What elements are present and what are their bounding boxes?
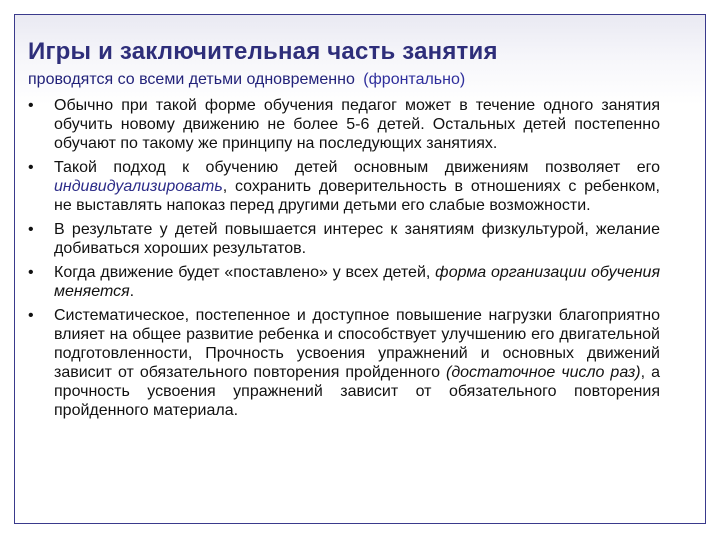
- bullet-text: В результате у детей повышается интерес к занятиям физкультурой, желание добиваться хороших результатов.: [54, 221, 660, 257]
- subtitle-paren: (фронтально): [363, 71, 466, 88]
- slide-title: Игры и заключительная часть занятия: [28, 38, 498, 65]
- bullet-icon: •: [28, 264, 34, 281]
- bullet-text-after: , сохранить доверительность в отношениях с ребенком, не выставлять напоказ перед другими детьми его слабые возможности.: [54, 178, 660, 214]
- bullet-icon: •: [28, 97, 34, 114]
- bullet-item-1: [28, 96, 660, 153]
- bullet-text-after: .: [129, 283, 135, 300]
- bullet-icon: •: [28, 221, 34, 238]
- bullet-item-4: [28, 263, 660, 301]
- bullet-item-3: [28, 220, 660, 258]
- bullet-icon: •: [28, 159, 34, 176]
- bullet-list: [28, 96, 660, 425]
- bullet-text-before: Когда движение будет «поставлено» у всех детей,: [54, 264, 436, 281]
- subtitle-text: проводятся со всеми детьми одновременно: [28, 71, 355, 88]
- slide-subtitle: [28, 71, 465, 89]
- bullet-text-before: Такой подход к обучению детей основным движениям позволяет его: [54, 159, 660, 176]
- bullet-italic: (достаточное число раз): [445, 364, 641, 381]
- bullet-item-5: [28, 306, 660, 420]
- bullet-item-2: [28, 158, 660, 215]
- bullet-text-before: Систематическое, постепенное и доступное повышение нагрузки благоприятно влияет на общее развитие ребенка и способствует улучшению его двигательной подготовленности, Прочность усвоения упражнений и основных движений зависит от обязательного повторения пройденного: [54, 307, 660, 381]
- bullet-italic: индивидуализировать: [54, 178, 223, 195]
- bullet-text: Обычно при такой форме обучения педагог может в течение одного занятия обучить новому движению не более 5-6 детей. Остальных детей постепенно обучают по такому же принципу на последующих занятиях.: [54, 97, 660, 152]
- bullet-icon: •: [28, 307, 34, 324]
- bullet-italic: форма организации обучения меняется: [54, 264, 661, 300]
- bullet-text-after: , а прочность усвоения упражнений зависит от обязательного повторения пройденного материала.: [54, 364, 660, 419]
